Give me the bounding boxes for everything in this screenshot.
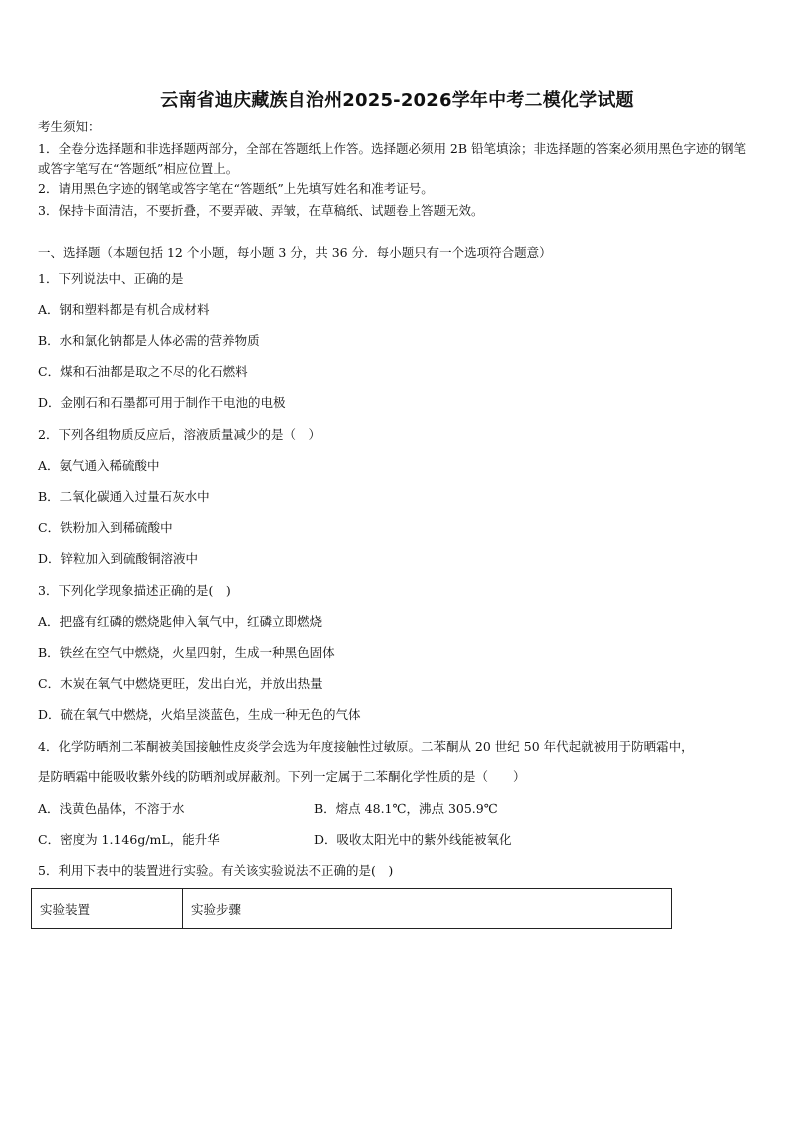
question-2-option-b: B．二氧化碳通入过量石灰水中: [38, 489, 210, 504]
question-1-option-d: D．金刚石和石墨都可用于制作干电池的电极: [38, 395, 286, 410]
question-3-option-d: D．硫在氧气中燃烧，火焰呈淡蓝色，生成一种无色的气体: [38, 707, 361, 722]
question-3-option-b: B．铁丝在空气中燃烧，火星四射，生成一种黑色固体: [38, 645, 335, 660]
question-1-option-b: B．水和氯化钠都是人体必需的营养物质: [38, 333, 260, 348]
question-4-stem-line1: 4．化学防晒剂二苯酮被美国接触性皮炎学会选为年度接触性过敏原。二苯酮从 20 世纪 50 年代起就被用于防晒霜中，: [38, 739, 694, 754]
question-1-option-a: A．钢和塑料都是有机合成材料: [38, 302, 210, 317]
question-1-option-c: C．煤和石油都是取之不尽的化石燃料: [38, 364, 248, 379]
question-4-option-a: A．浅黄色晶体，不溶于水: [38, 801, 185, 816]
page-title: 云南省迪庆藏族自治州2025-2026学年中考二模化学试题: [160, 90, 634, 111]
question-2-option-d: D．锌粒加入到硫酸铜溶液中: [38, 551, 199, 566]
table-row: [32, 889, 672, 929]
question-2-option-a: A．氨气通入稀硫酸中: [38, 458, 160, 473]
question-3-option-a: A．把盛有红磷的燃烧匙伸入氧气中，红磷立即燃烧: [38, 614, 323, 629]
experiment-table: [31, 888, 672, 929]
question-4-stem-line2: 是防晒霜中能吸收紫外线的防晒剂或屏蔽剂。下列一定属于二苯酮化学性质的是（ ）: [38, 769, 526, 784]
question-5-stem: 5．利用下表中的装置进行实验。有关该实验说法不正确的是( ): [38, 863, 394, 878]
table-header-steps: 实验步骤: [183, 889, 672, 929]
question-3-option-c: C．木炭在氧气中燃烧更旺，发出白光，并放出热量: [38, 676, 323, 691]
question-3-stem: 3．下列化学现象描述正确的是( ): [38, 583, 231, 598]
notice-item-2: 2．请用黑色字迹的钢笔或答字笔在“答题纸”上先填写姓名和准考证号。: [38, 181, 434, 196]
question-4-option-c: C．密度为 1.146g/mL，能升华: [38, 832, 220, 847]
table-header-apparatus: 实验装置: [32, 889, 183, 929]
question-2-stem: 2．下列各组物质反应后，溶液质量减少的是（ ）: [38, 427, 321, 442]
notice-item-1: 1．全卷分选择题和非选择题两部分，全部在答题纸上作答。选择题必须用 2B 铅笔填涂；非选择题的答案必须用黑色字迹的钢笔或答字笔写在“答题纸”相应位置上。: [38, 141, 747, 176]
question-4-option-d: D．吸收太阳光中的紫外线能被氧化: [314, 832, 512, 847]
section-heading: 一、选择题（本题包括 12 个小题，每小题 3 分，共 36 分．每小题只有一个选项符合题意）: [38, 245, 552, 260]
question-4-option-b: B．熔点 48.1℃，沸点 305.9℃: [314, 801, 498, 816]
notice-heading: 考生须知：: [38, 119, 101, 134]
question-1-stem: 1．下列说法中、正确的是: [38, 271, 184, 286]
notice-item-3: 3．保持卡面清洁，不要折叠，不要弄破、弄皱，在草稿纸、试题卷上答题无效。: [38, 203, 484, 218]
question-2-option-c: C．铁粉加入到稀硫酸中: [38, 520, 173, 535]
